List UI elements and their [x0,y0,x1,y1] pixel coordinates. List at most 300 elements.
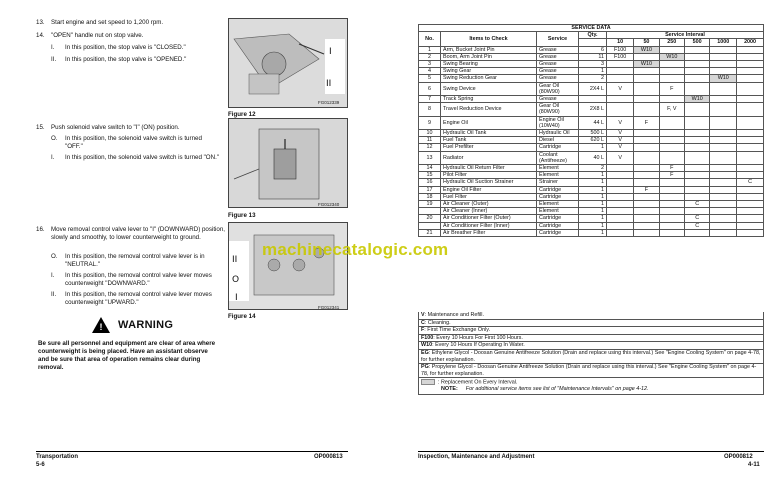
row-item: Swing Reduction Gear [441,75,537,82]
row-interval-1000 [710,68,737,75]
row-no: 7 [419,96,441,103]
row-interval-2000 [737,137,764,144]
row-interval-50 [634,172,659,179]
table-row [419,179,764,186]
right-footer-code: OP000812 [724,454,753,460]
figure-12-mark-ii: II [326,79,332,89]
row-service: Grease [537,61,579,68]
row-no: 4 [419,68,441,75]
row-item: Air Conditioner Filter (Outer) [441,215,537,222]
row-interval-50 [634,165,659,172]
row-no: 20 [419,215,441,222]
table-row [419,61,764,68]
row-interval-500 [684,61,709,68]
row-interval-250 [659,61,684,68]
row-interval-50 [634,193,659,200]
row-interval-1000 [710,193,737,200]
row-service: Engine Oil (10W40) [537,116,579,129]
row-item: Air Breather Filter [441,229,537,236]
row-interval-2000 [737,103,764,116]
row-service: Grease [537,53,579,60]
row-interval-1000 [710,165,737,172]
row-interval-1000 [710,82,737,95]
row-qty: 1 [579,193,607,200]
row-service: Element [537,172,579,179]
row-interval-1000 [710,53,737,60]
note-text: : Every 10 Hours If Operating In Water. [432,342,525,349]
row-no: 17 [419,186,441,193]
table-row [419,82,764,95]
note-text: : Ethylene Glycol - Doosan Genuine Antifreeze Solution (Drain and replace using this interval.) See "Engine Cooling System" on page 4-78, for further explanation. [421,349,761,363]
note-row [418,335,764,343]
row-interval-2000 [737,193,764,200]
row-interval-2000 [737,82,764,95]
row-interval-50 [634,151,659,164]
row-item: Fuel Tank [441,137,537,144]
row-interval-500 [684,208,709,215]
note-key: F100 [421,334,434,341]
row-service: Diesel [537,137,579,144]
right-footer-title: Inspection, Maintenance and Adjustment [418,454,535,460]
row-item: Radiator [441,151,537,164]
row-service: Element [537,165,579,172]
row-service: Element [537,208,579,215]
row-interval-500 [684,229,709,236]
note-row [418,327,764,335]
row-interval-1000 [710,229,737,236]
row-interval-1000 [710,201,737,208]
row-item: Air Cleaner (Inner) [441,208,537,215]
row-interval-250: F [659,165,684,172]
row-item: Hydraulic Oil Suction Strainer [441,179,537,186]
row-interval-2000 [737,208,764,215]
row-interval-50 [634,103,659,116]
row-qty: 2 [579,75,607,82]
row-no: 1 [419,46,441,53]
row-interval-2000 [737,215,764,222]
row-interval-500 [684,137,709,144]
row-service: Cartridge [537,222,579,229]
table-row [419,53,764,60]
row-interval-250 [659,137,684,144]
row-interval-10: V [607,116,634,129]
figure-13-id: FG012340 [318,202,340,207]
row-interval-1000 [710,61,737,68]
service-table-body [419,46,764,236]
row-interval-10 [607,201,634,208]
note-key: EG [421,349,429,356]
row-service: Cartridge [537,229,579,236]
row-item: Engine Oil [441,116,537,129]
row-interval-1000: W10 [710,75,737,82]
row-no: 9 [419,116,441,129]
row-qty: 1 [579,68,607,75]
row-interval-50 [634,53,659,60]
row-interval-50 [634,75,659,82]
row-interval-1000 [710,215,737,222]
service-notes [418,312,764,395]
row-interval-10 [607,193,634,200]
service-data-table [418,24,764,237]
row-service: Gear Oil (80W90) [537,103,579,116]
figure-12-id: FG012339 [318,100,340,105]
row-qty: 1 [579,201,607,208]
row-interval-1000 [710,46,737,53]
row-qty: 3 [579,61,607,68]
solenoid-switch-illustration [229,119,348,208]
row-interval-50 [634,208,659,215]
row-interval-1000 [710,137,737,144]
row-no: 10 [419,130,441,137]
row-interval-500 [684,193,709,200]
legend-row [418,378,764,395]
row-interval-10 [607,229,634,236]
col-qty: Qty. [579,32,607,39]
left-footer-page: 5-6 [36,462,45,468]
figure-12-image [228,18,348,108]
row-interval-500: C [684,215,709,222]
row-item: Swing Bearing [441,61,537,68]
row-interval-50 [634,215,659,222]
row-item: Travel Reduction Device [441,103,537,116]
note-text: : Every 10 Hours For First 100 Hours. [433,334,523,341]
row-service: Cartridge [537,215,579,222]
note-text: : Maintenance and Refill. [424,312,484,318]
col-no: No. [419,32,441,46]
col-interval: Service Interval [607,32,764,39]
note-key: C [421,319,425,326]
row-interval-250: W10 [659,53,684,60]
row-interval-500 [684,130,709,137]
row-qty: 1 [579,229,607,236]
row-interval-1000 [710,208,737,215]
row-qty: 2 [579,165,607,172]
table-row [419,222,764,229]
note-row [418,320,764,328]
row-interval-250: F, V [659,103,684,116]
row-qty: 2X8 L [579,103,607,116]
col-service: Service [537,32,579,46]
row-interval-500 [684,186,709,193]
row-interval-500 [684,165,709,172]
note-text: : Cleaning. [424,319,451,326]
row-interval-2000 [737,68,764,75]
table-row [419,75,764,82]
row-interval-10 [607,96,634,103]
table-row [419,116,764,129]
row-no: 5 [419,75,441,82]
row-qty: 1 [579,179,607,186]
row-qty: 44 L [579,116,607,129]
row-interval-250 [659,68,684,75]
row-no [419,222,441,229]
row-interval-250 [659,130,684,137]
figure-12-caption: Figure 12 [228,111,256,118]
note-row [418,342,764,350]
row-interval-250 [659,186,684,193]
row-interval-500 [684,68,709,75]
note-text: For additional service items see list of "Maintenance Intervals" on page 4-12. [465,386,649,393]
row-service: Grease [537,75,579,82]
table-row [419,215,764,222]
figure-13-image [228,118,348,208]
row-interval-50 [634,222,659,229]
table-row [419,137,764,144]
table-row [419,165,764,172]
row-interval-2000 [737,130,764,137]
row-qty: 1 [579,186,607,193]
row-interval-500 [684,53,709,60]
row-interval-500 [684,172,709,179]
row-item: Engine Oil Filter [441,186,537,193]
row-qty [579,96,607,103]
row-qty: 500 L [579,130,607,137]
row-no: 19 [419,201,441,208]
row-interval-250 [659,229,684,236]
row-qty: 1 [579,222,607,229]
row-interval-50: W10 [634,61,659,68]
row-interval-10 [607,179,634,186]
row-no: 12 [419,144,441,151]
figure-14-id: FG012341 [318,305,340,310]
row-no: 15 [419,172,441,179]
note-row [418,364,764,378]
row-interval-10 [607,75,634,82]
row-interval-50 [634,201,659,208]
row-item: Fuel Filter [441,193,537,200]
note-label: NOTE: [441,386,458,393]
table-row [419,96,764,103]
row-service: Element [537,201,579,208]
figure-14-mark-i: I [235,293,238,303]
row-interval-2000 [737,201,764,208]
table-row [419,103,764,116]
table-row [419,144,764,151]
figure-12-mark-i: I [329,47,332,57]
row-interval-1000 [710,116,737,129]
row-no: 16 [419,179,441,186]
left-page: 13. Start engine and set speed to 1,200 rpm. 14. "OPEN" handle nut on stop valve. I. In this position, the stop valve is "CLOSED." II. In this position, the stop valve is "OPENED." I II FG012339 Figure 12 15. Push solenoid valve switch to "I" (ON) position. O. In this position, the solenoid valve switch is turned "OFF." I. In this position, the solenoid valve switch is turned "ON." FG012340 Figure 13 16. Move removal control valve lever to "I" (DOWNWARD) position, slowly and smoothly, to lower counterweight to ground. O. In this position, the removal control valve lever is in "NEUTRAL." I. In this position, the removal control valve lever moves counterweight "DOWNWARD." II. In this position, the removal control valve lever moves counterweight "UPWARD." II O I FG012341 Figure 14 ! WARNING Be sure all personnel and equipment are clear of area where counterweight is being placed. Have an assistant observe and be sure that area of operation remains clear during removal. Transportation 5-6 OP000813 [0,0,384,497]
row-item: Air Cleaner (Outer) [441,201,537,208]
row-item: Hydraulic Oil Tank [441,130,537,137]
row-interval-50 [634,179,659,186]
figure-14-mark-o: O [232,275,240,285]
row-interval-2000 [737,61,764,68]
row-interval-2000 [737,46,764,53]
col-item: Items to Check [441,32,537,46]
table-row [419,208,764,215]
table-row [419,46,764,53]
row-interval-500: C [684,222,709,229]
row-no: 2 [419,53,441,60]
row-item: Swing Gear [441,68,537,75]
row-interval-500 [684,151,709,164]
interval-1000: 1000 [710,39,737,46]
warning-text: Be sure all personnel and equipment are clear of area where counterweight is being placed. Have an assistant observe and be sure that area of operation remains clear during removal. [38,340,216,371]
row-no: 21 [419,229,441,236]
row-interval-500 [684,103,709,116]
note-key: W10 [421,342,433,349]
row-interval-2000 [737,96,764,103]
row-service: Cartridge [537,186,579,193]
row-service: Hydraulic Oil [537,130,579,137]
table-row [419,151,764,164]
row-interval-250 [659,215,684,222]
row-interval-10 [607,61,634,68]
table-row [419,193,764,200]
row-interval-10 [607,172,634,179]
row-qty: 620 L [579,137,607,144]
legend-text: : Replacement On Every Interval. [438,379,518,386]
row-service: Cartridge [537,144,579,151]
row-interval-500 [684,179,709,186]
row-interval-50 [634,229,659,236]
right-footer-page: 4-11 [748,462,760,468]
row-interval-50 [634,96,659,103]
row-interval-50: W10 [634,46,659,53]
row-qty: 40 L [579,151,607,164]
row-qty: 1 [579,208,607,215]
row-item: Boom, Arm Joint Pin [441,53,537,60]
row-interval-250 [659,179,684,186]
row-interval-10: F100 [607,53,634,60]
row-interval-50 [634,130,659,137]
row-interval-10: F100 [607,46,634,53]
row-interval-10: V [607,130,634,137]
row-interval-50 [634,82,659,95]
interval-500: 500 [684,39,709,46]
table-title: SERVICE DATA [419,25,764,32]
note-row [418,312,764,320]
row-interval-1000 [710,130,737,137]
row-interval-250 [659,151,684,164]
table-row [419,130,764,137]
row-interval-10 [607,186,634,193]
row-interval-500 [684,116,709,129]
left-footer-title: Transportation [36,454,79,460]
note-key: PG [421,364,429,371]
row-qty: 1 [579,172,607,179]
interval-10: 10 [607,39,634,46]
row-service: Gear Oil (80W90) [537,82,579,95]
shade-swatch [421,379,435,385]
row-interval-250 [659,75,684,82]
table-row [419,68,764,75]
row-interval-10 [607,165,634,172]
left-footer-code: OP000813 [314,454,343,460]
interval-50: 50 [634,39,659,46]
row-service: Strainer [537,179,579,186]
row-interval-250: F [659,172,684,179]
note-row [418,350,764,364]
row-interval-10: V [607,137,634,144]
row-qty: 11 [579,53,607,60]
table-row [419,172,764,179]
warning-header: ! WARNING [38,316,198,336]
row-interval-50 [634,68,659,75]
row-service: Grease [537,96,579,103]
row-interval-50: F [634,186,659,193]
row-interval-250 [659,46,684,53]
row-interval-500 [684,82,709,95]
figure-13-caption: Figure 13 [228,212,256,219]
row-interval-10: V [607,151,634,164]
row-interval-1000 [710,179,737,186]
table-row [419,186,764,193]
row-interval-10 [607,68,634,75]
row-interval-2000 [737,53,764,60]
row-interval-10: V [607,144,634,151]
row-interval-2000 [737,229,764,236]
note-key: F [421,327,425,334]
row-interval-10 [607,208,634,215]
row-interval-50 [634,144,659,151]
removal-valve-lever-illustration [229,223,348,310]
figure-14-mark-ii: II [232,255,238,265]
row-interval-500 [684,144,709,151]
row-item: Arm, Bucket Joint Pin [441,46,537,53]
row-item: Swing Device [441,82,537,95]
row-interval-250 [659,144,684,151]
row-interval-500 [684,46,709,53]
row-no: 3 [419,61,441,68]
figure-14-image [228,222,348,310]
row-interval-250 [659,208,684,215]
row-interval-1000 [710,172,737,179]
row-item: Pilot Filter [441,172,537,179]
note-text: : First Time Exchange Only. [424,327,491,334]
interval-2000: 2000 [737,39,764,46]
row-interval-1000 [710,96,737,103]
row-interval-250 [659,96,684,103]
table-row [419,201,764,208]
left-footer-rule [36,451,348,452]
row-service: Cartridge [537,193,579,200]
row-interval-10 [607,215,634,222]
interval-250: 250 [659,39,684,46]
stop-valve-illustration [229,19,348,108]
warning-title: WARNING [118,319,174,331]
row-no: 18 [419,193,441,200]
row-interval-1000 [710,144,737,151]
row-interval-500: W10 [684,96,709,103]
note-text: : Propylene Glycol - Doosan Genuine Antifreeze Solution (Drain and replace using this interval.) See "Engine Cooling System" on page 4-78, for further explanation. [421,364,757,377]
row-service: Coolant (Antifreeze) [537,151,579,164]
row-no [419,208,441,215]
row-service: Grease [537,46,579,53]
row-interval-2000 [737,186,764,193]
row-interval-500 [684,75,709,82]
watermark-text: machinecatalogic.com [262,240,449,259]
row-no: 13 [419,151,441,164]
right-page [384,0,768,497]
row-qty: 2X4 L [579,82,607,95]
row-qty: 1 [579,144,607,151]
row-interval-10 [607,103,634,116]
row-item: Hydraulic Oil Return Filter [441,165,537,172]
row-interval-50 [634,137,659,144]
row-interval-250 [659,201,684,208]
row-interval-2000 [737,222,764,229]
row-interval-250: F [659,82,684,95]
row-qty: 1 [579,215,607,222]
row-interval-2000 [737,151,764,164]
row-no: 14 [419,165,441,172]
row-interval-2000 [737,165,764,172]
row-no: 8 [419,103,441,116]
row-interval-1000 [710,103,737,116]
row-interval-50: F [634,116,659,129]
